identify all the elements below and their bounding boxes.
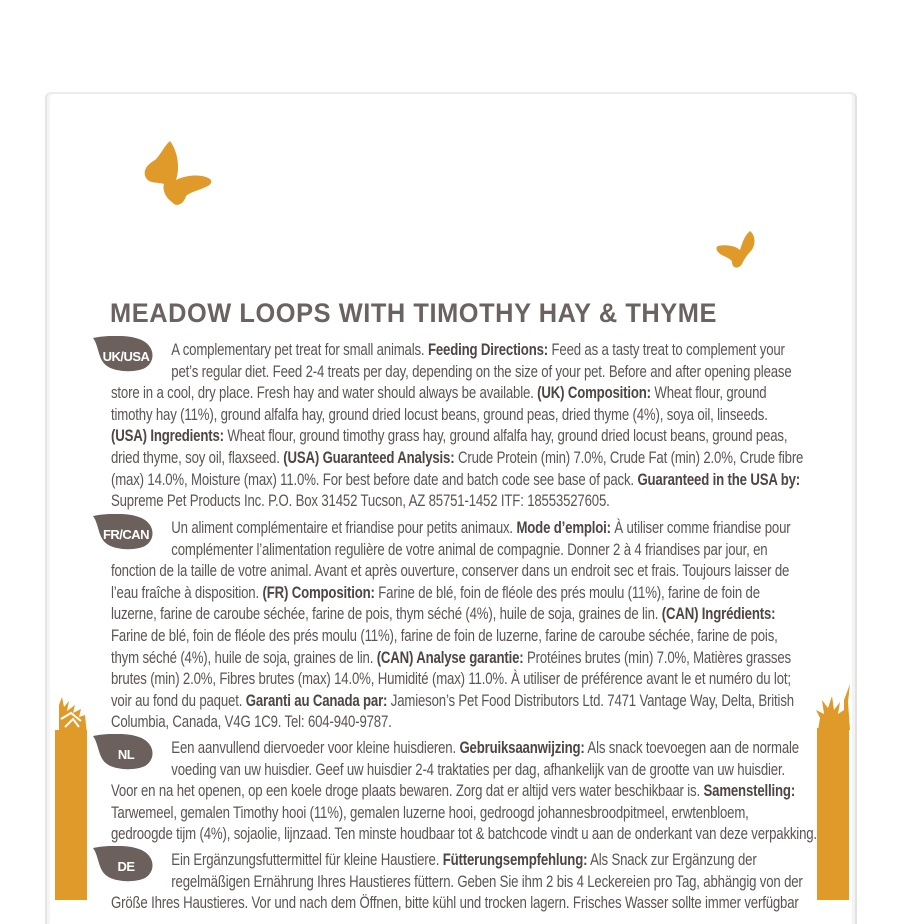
text-segment: luzerne, farine de caroube séchée, farine de pois, thym séché (4%), huile de soja, graines de lin. xyxy=(111,605,662,624)
text-segment: Größe Ihres Haustieres. Vor und nach dem Öffnen, bitte kühl und trocken lagern. Frisches Wasser sollte immer verfügbar xyxy=(111,894,799,913)
bold-label: Feeding Directions: xyxy=(427,341,549,359)
text-segment: timothy hay (11%), ground alfalfa hay, ground dried locust beans, ground peas, dried thyme (4%), soya oil, linseeds. xyxy=(111,405,768,424)
bold-label: (CAN) Ingrédients: xyxy=(661,605,776,624)
text-line xyxy=(111,383,812,405)
orange-grass-bar-right xyxy=(817,728,849,900)
text-line xyxy=(111,760,812,782)
text-segment: Jamieson’s Pet Food Distributors Ltd. 7471 Vantage Way, Delta, British xyxy=(387,691,794,710)
text-segment: thym séché (4%), huile de soja, graines de lin. xyxy=(111,648,377,667)
text-segment: Feed as a tasty treat to complement your xyxy=(548,341,785,359)
text-segment: regelmäßigen Ernährung Ihres Haustieres füttern. Geben Sie ihm 2 bis 4 Leckereien pro Tag, abhängig von der xyxy=(171,872,803,891)
text-line xyxy=(111,803,812,825)
grass-decoration-icon xyxy=(55,695,89,740)
text-segment: fonction de la taille de votre animal. Avant et après ouverture, conserver dans un endroit sec et frais. Toujours laisser de xyxy=(111,562,790,581)
bold-label: (USA) Ingredients: xyxy=(111,427,224,446)
text-segment: brutes (min) 2.0%, Fibres brutes (max) 14.0%, Humidité (max) 11.0%. À utiliser de préférence avant le et numéro du lot; xyxy=(111,670,791,689)
text-segment: complémenter l’alimentation regulière de votre animal de compagnie. Donner 2 à 4 friandises par jour, en xyxy=(171,540,768,559)
text-segment: Tarwemeel, gemalen Timothy hooi (11%), gemalen luzerne hooi, gedroogd johannesbroodpitmeel, erwtenbloem, xyxy=(111,803,749,822)
text-segment: dried thyme, soy oil, flaxseed. xyxy=(111,448,284,467)
bold-label: (FR) Composition: xyxy=(262,583,375,602)
butterfly-icon xyxy=(140,138,215,210)
badge-label: DE xyxy=(117,858,135,874)
text-segment: À utiliser comme friandise pour xyxy=(610,519,791,537)
text-segment: Als snack toevoegen aan de normale xyxy=(584,739,799,757)
text-line xyxy=(111,738,812,760)
bold-label: (USA) Guaranteed Analysis: xyxy=(283,448,455,467)
text-segment: gedroogde tijm (4%), sojaolie, lijnzaad. Ten minste houdbaar tot & batchcode vindt u aan de onderkant van deze verpakking. xyxy=(111,825,817,844)
text-line xyxy=(111,850,812,872)
bold-label: (CAN) Analyse garantie: xyxy=(376,648,524,667)
bold-label: Garanti au Canada par: xyxy=(245,691,388,710)
text-segment: Voor en na het openen, op een koele droge plaats bewaren. Zorg dat er altijd vers water beschikbaar is. xyxy=(111,782,704,801)
text-segment: store in a cool, dry place. Fresh hay and water should always be available. xyxy=(111,384,538,403)
orange-grass-bar-left xyxy=(55,730,87,900)
bold-label: Mode d’emploi: xyxy=(516,519,611,537)
text-segment: Un aliment complémentaire et friandise pour petits animaux. xyxy=(171,519,517,537)
text-segment: Protéines brutes (min) 7.0%, Matières grasses xyxy=(523,648,791,667)
text-line xyxy=(111,712,812,734)
section-text xyxy=(111,738,817,846)
text-segment: pet’s regular diet. Feed 2-4 treats per day, depending on the size of your pet. Before and after opening please xyxy=(171,362,792,381)
butterfly-icon xyxy=(714,228,759,270)
text-segment: Ein Ergänzungsfuttermittel für kleine Haustiere. xyxy=(171,851,443,869)
text-segment: Columbia, Canada, V4G 1C9. Tel: 604-940-9787. xyxy=(111,713,392,732)
text-line xyxy=(111,583,812,605)
bold-label: Samenstelling: xyxy=(703,782,796,801)
bold-label: Guaranteed in the USA by: xyxy=(637,470,801,489)
text-line xyxy=(111,781,812,803)
text-segment: A complementary pet treat for small animals. xyxy=(171,341,428,359)
text-segment: voir au fond du paquet. xyxy=(111,691,246,710)
badge-label: UK/USA xyxy=(102,348,150,364)
bold-label: Fütterungsempfehlung: xyxy=(442,851,588,869)
text-line xyxy=(111,669,812,691)
text-line xyxy=(111,405,812,427)
text-segment: Wheat flour, ground xyxy=(650,384,767,403)
text-line xyxy=(111,340,812,362)
text-segment: l’eau fraîche à disposition. xyxy=(111,583,263,602)
text-line xyxy=(111,604,812,626)
text-segment: Een aanvullend diervoeder voor kleine huisdieren. xyxy=(171,739,460,757)
bold-label: (UK) Composition: xyxy=(537,384,651,403)
badge-label: NL xyxy=(117,746,135,762)
product-title: MEADOW LOOPS WITH TIMOTHY HAY & THYME xyxy=(110,298,717,328)
text-segment: Farine de blé, foin de fléole des prés moulu (11%), farine de foin de luzerne, farine de caroube séchée, farine de pois, xyxy=(111,626,778,645)
badge-label: FR/CAN xyxy=(102,526,150,542)
text-line xyxy=(111,872,812,894)
text-line xyxy=(111,561,812,583)
text-line xyxy=(111,626,812,648)
grass-decoration-icon xyxy=(814,680,854,735)
text-segment: Supreme Pet Products Inc. P.O. Box 31452 Tucson, AZ 85751-1452 ITF: 18553527605. xyxy=(111,492,610,511)
text-line xyxy=(111,362,812,384)
text-segment: voeding van uw huisdier. Geef uw huisdier 2-4 traktaties per dag, afhankelijk van de grootte van uw huisdier. xyxy=(171,760,785,779)
section-text xyxy=(111,850,812,915)
section-text xyxy=(111,340,812,513)
text-line xyxy=(111,426,812,448)
text-segment: Crude Protein (min) 7.0%, Crude Fat (min) 2.0%, Crude fibre xyxy=(454,448,804,467)
text-line xyxy=(111,648,812,670)
text-segment: Als Snack zur Ergänzung der xyxy=(587,851,757,869)
bold-label: Gebruiksaanwijzing: xyxy=(459,739,585,757)
text-line xyxy=(111,448,812,470)
text-line xyxy=(111,691,812,713)
text-line xyxy=(111,491,812,513)
text-segment: (max) 14.0%, Moisture (max) 11.0%. For best before date and batch code see base of pack. xyxy=(111,470,638,489)
text-line xyxy=(111,540,812,562)
text-line xyxy=(111,518,812,540)
text-line xyxy=(111,893,812,915)
text-segment: Wheat flour, ground timothy grass hay, ground alfalfa hay, ground dried locust beans, ground peas, xyxy=(223,427,788,446)
section-text xyxy=(111,518,812,734)
text-line xyxy=(111,470,812,492)
text-segment: Farine de blé, foin de fléole des prés moulu (11%), farine de foin de xyxy=(374,583,760,602)
text-line xyxy=(111,824,817,846)
